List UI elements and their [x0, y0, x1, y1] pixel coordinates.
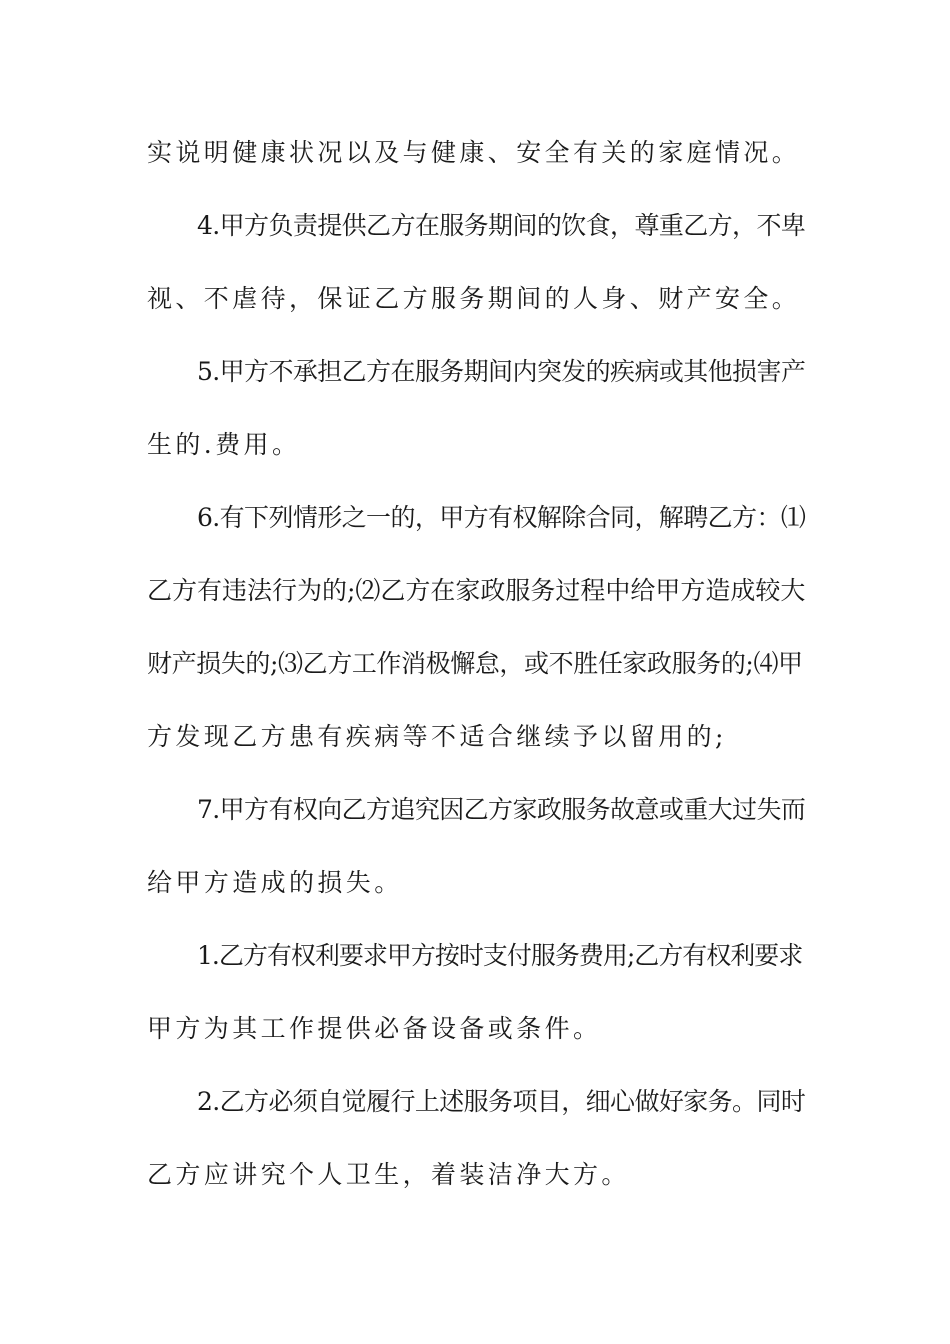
text-line: 给甲方造成的损失。 [147, 868, 403, 897]
text-line: 甲方为其工作提供必备设备或条件。 [147, 1014, 602, 1043]
text-line: 实说明健康状况以及与健康、安全有关的家庭情况。 [147, 138, 801, 167]
text-line: 7.甲方有权向乙方追究因乙方家政服务故意或重大过失而 [197, 795, 806, 824]
text-line: 生的.费用。 [147, 430, 301, 459]
text-line: 方发现乙方患有疾病等不适合继续予以留用的; [147, 722, 727, 751]
text-line: 2.乙方必须自觉履行上述服务项目，细心做好家务。同时 [197, 1087, 806, 1116]
text-line: 1.乙方有权利要求甲方按时支付服务费用;乙方有权利要求 [197, 941, 803, 970]
text-line: 5.甲方不承担乙方在服务期间内突发的疾病或其他损害产 [197, 357, 806, 386]
text-line: 视、不虐待，保证乙方服务期间的人身、财产安全。 [147, 284, 801, 313]
text-line: 乙方有违法行为的;⑵乙方在家政服务过程中给甲方造成较大 [147, 576, 806, 605]
text-line: 4.甲方负责提供乙方在服务期间的饮食，尊重乙方，不卑 [197, 211, 806, 240]
text-line: 财产损失的;⑶乙方工作消极懈怠，或不胜任家政服务的;⑷甲 [147, 649, 803, 678]
text-line: 乙方应讲究个人卫生，着装洁净大方。 [147, 1160, 630, 1189]
text-line: 6.有下列情形之一的，甲方有权解除合同，解聘乙方：⑴ [197, 503, 806, 532]
